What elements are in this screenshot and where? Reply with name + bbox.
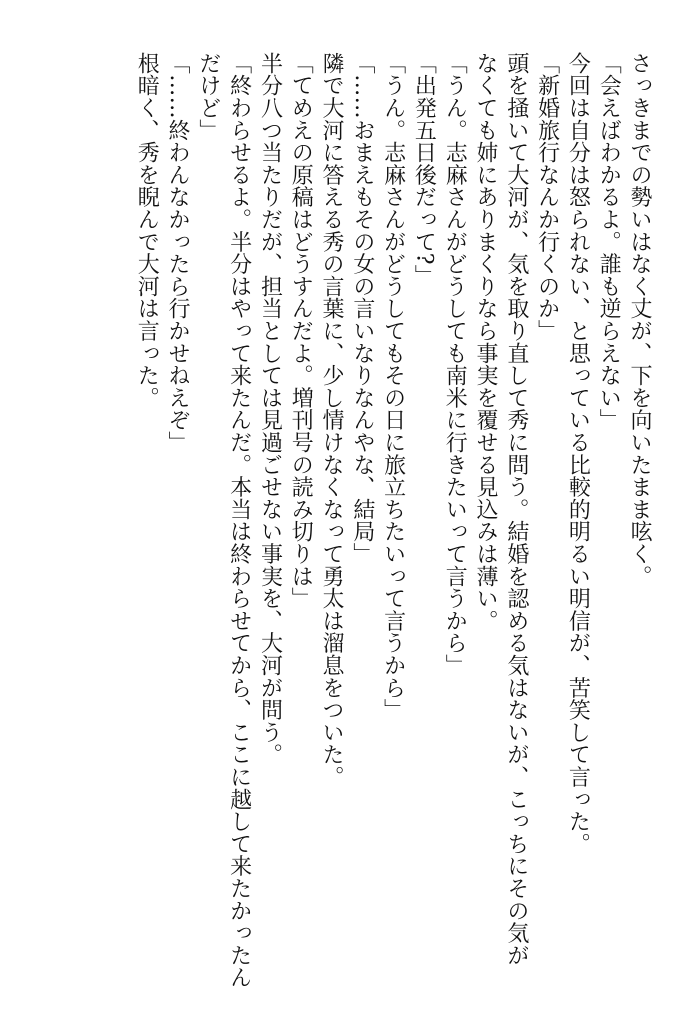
text-line: 「……終わんなかったら行かせねえぞ」 bbox=[165, 52, 191, 454]
text-line: なくても姉にありまくりなら事実を覆せる見込みは薄い。 bbox=[473, 52, 499, 632]
text-line: 「会えばわかるよ。誰も逆らえない」 bbox=[596, 52, 622, 432]
text-line: さっきまでの勢いはなく丈が、下を向いたまま呟く。 bbox=[627, 52, 652, 588]
text-line: 根暗く、秀を睨んで大河は言った。 bbox=[134, 52, 160, 409]
text-line: 今回は自分は怒られない、と思っている比較的明るい明信が、苦笑して言った。 bbox=[565, 52, 591, 855]
text-line: だけど」 bbox=[195, 52, 221, 142]
text-line: 頭を掻いて大河が、気を取り直して秀に問う。結婚を認める気はないが、こっちにその気が bbox=[503, 52, 529, 967]
vertical-text-body bbox=[14, 52, 654, 989]
text-line: 「新婚旅行なんか行くのか」 bbox=[534, 52, 560, 342]
text-line: 半分八つ当たりだが、担当としては見過ごせない事実を、大河が問う。 bbox=[257, 52, 283, 766]
text-line: 「うん。志麻さんがどうしても南米に行きたいって言うから」 bbox=[442, 52, 468, 677]
text-line: 「……おまえもその女の言いなりなんやな、結局」 bbox=[349, 52, 375, 565]
text-line: 隣で大河に答える秀の言葉に、少し情けなくなって勇太は溜息をついた。 bbox=[319, 52, 345, 788]
text-line: 「てめえの原稿はどうすんだよ。増刊号の読み切りは」 bbox=[288, 52, 314, 610]
text-line: 「出発五日後だって?」 bbox=[411, 52, 437, 288]
text-line: 「終わらせるよ。半分はやって来たんだ。本当は終わらせてから、ここに越して来たかったん bbox=[226, 52, 252, 989]
text-line: 「うん。志麻さんがどうしてもその日に旅立ちたいって言うから」 bbox=[380, 52, 406, 721]
